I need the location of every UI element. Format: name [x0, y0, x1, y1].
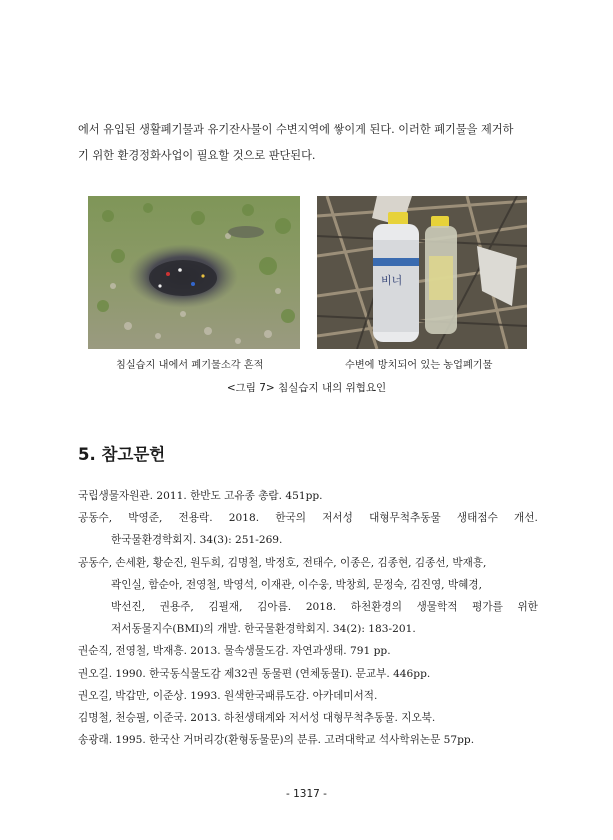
photo-waste-burning [88, 196, 300, 349]
bottle-label: 비너 [381, 274, 403, 287]
ref-word: 김아름. [257, 601, 292, 614]
ref-word: 2018. [228, 512, 260, 525]
reference-continuation-justified [78, 596, 538, 618]
ref-word: 개선. [514, 512, 538, 525]
reference-item: 권오길, 박갑만, 이준상. 1993. 원색한국패류도감. 아카데미서적. [78, 689, 378, 702]
intro-line-1: 에서 유입된 생활폐기물과 유기잔사물이 수변지역에 쌓이게 된다. 이러한 폐기물을 제거하 [78, 123, 514, 136]
reference-item: 국립생물자원관. 2011. 한반도 고유종 총람. 451pp. [78, 490, 323, 502]
page-number: - 1317 - [286, 788, 327, 800]
photo-waste-burning-image [88, 196, 300, 349]
photo-agricultural-waste [317, 196, 527, 349]
photo1-caption: 침실습지 내에서 폐기물소각 흔적 [116, 360, 264, 371]
reference-item-r3-line1: 공동수, 손세환, 황순진, 원두희, 김명철, 박정호, 전태수, 이종은, 김종현, 김종선, 박재흥, [78, 556, 487, 569]
ref-word: 평가를 [472, 601, 503, 614]
ref-word: 위한 [517, 601, 538, 614]
section-title: 5. 참고문헌 [78, 445, 166, 464]
ref-word: 권용주, [159, 601, 194, 614]
reference-continuation: 곽인실, 함순아, 전영철, 박영석, 이재관, 이수웅, 박창희, 문정숙, 김진영, 박혜경, [111, 578, 482, 591]
ref-word: 대형무척추동물 [369, 512, 441, 525]
photo-agricultural-waste-image [317, 196, 527, 349]
intro-paragraph [78, 117, 538, 169]
reference-continuation: 한국물환경학회지. 34(3): 251-269. [111, 534, 283, 547]
ref-word: 생물학적 [416, 601, 458, 614]
references-list [78, 485, 538, 751]
reference-item: 권오길. 1990. 한국동식물도감 제32권 동물편 (연체동물Ⅰ). 문교부. 446pp. [78, 667, 431, 680]
ref-word: 2018. [305, 601, 337, 614]
figure-caption: <그림 7> 침실습지 내의 위협요인 [226, 382, 387, 394]
ref-word: 공동수, [78, 512, 113, 525]
ref-word: 하천환경의 [350, 601, 402, 614]
ref-word: 생태점수 [456, 512, 498, 525]
ref-word: 저서성 [322, 512, 353, 525]
reference-item: 김명철, 천승필, 이준국. 2013. 하천생태계와 저서성 대형무척추동물. 지오북. [78, 712, 436, 725]
ref-word: 김필재, [208, 601, 243, 614]
reference-item: 권순직, 전영철, 박재흥. 2013. 물속생물도감. 자연과생태. 791 pp. [78, 645, 391, 658]
reference-item: 송광래. 1995. 한국산 거머리강(환형동물문)의 분류. 고려대학교 석사학위논문 57pp. [78, 734, 475, 747]
reference-continuation: 저서동물지수(BMI)의 개발. 한국물환경학회지. 34(2): 183-201. [111, 623, 416, 636]
reference-item-r2-line1 [78, 507, 538, 529]
photo2-caption: 수변에 방치되어 있는 농업폐기물 [345, 360, 493, 371]
ref-word: 박선진, [111, 601, 146, 614]
intro-line-2: 기 위한 환경정화사업이 필요할 것으로 판단된다. [78, 149, 316, 162]
ref-word: 전용락. [178, 512, 213, 525]
ref-word: 한국의 [275, 512, 307, 525]
ref-word: 박영준, [128, 512, 163, 525]
